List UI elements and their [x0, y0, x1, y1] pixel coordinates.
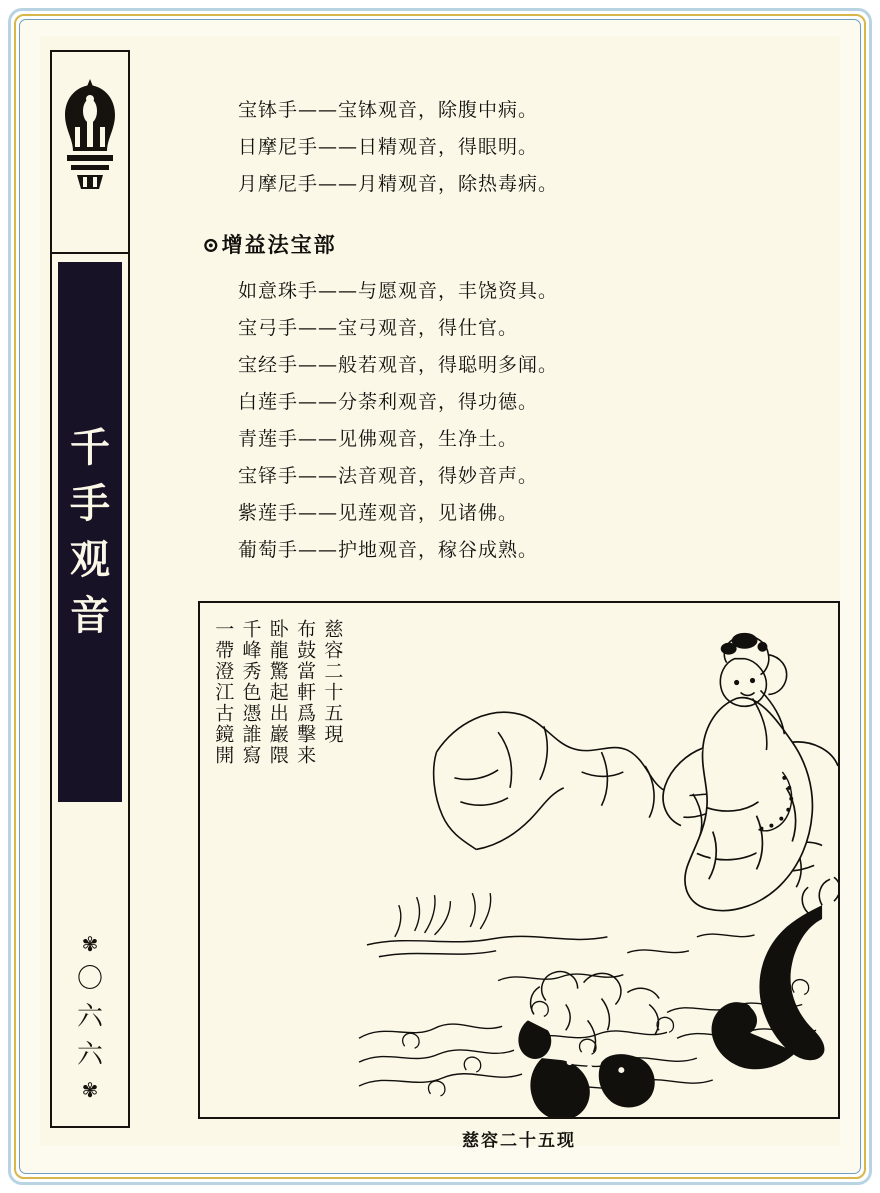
entry-line: 月摩尼手——月精观音，除热毒病。 — [238, 173, 559, 196]
page-number-char-2: 六 — [76, 1002, 103, 1032]
crest-emblem-icon — [52, 52, 128, 254]
page-number-char-1: 〇 — [76, 964, 103, 994]
entry-line: 宝弓手——宝弓观音，得仕官。 — [238, 317, 519, 340]
illustration-plate — [198, 601, 840, 1119]
entry-line: 日摩尼手——日精观音，得眼明。 — [238, 136, 539, 159]
entry-line: 紫莲手——见莲观音，见诸佛。 — [238, 502, 519, 525]
poem-column: 一帶澄江古鏡開 — [212, 619, 235, 766]
poem-column: 布鼓當軒爲擊来 — [294, 619, 317, 766]
page-number-char-3: 六 — [76, 1040, 103, 1070]
spine-footer — [52, 810, 128, 1126]
floret-ornament-bottom-icon: ✾ — [81, 1078, 99, 1102]
plate-poem-columns — [212, 619, 342, 834]
entry-line: 宝经手——般若观音，得聪明多闻。 — [238, 354, 559, 377]
entry-line: 如意珠手——与愿观音，丰饶资具。 — [238, 280, 559, 303]
poem-column: 卧龍驚起出巖隈 — [266, 619, 289, 766]
section-entry-group — [176, 273, 806, 569]
spine-vertical-title — [58, 262, 122, 802]
spine-title-char-4: 音 — [70, 592, 110, 639]
spine-title-char-2: 手 — [70, 480, 110, 527]
entry-line: 白莲手——分荼利观音，得功德。 — [238, 391, 539, 414]
entry-line: 青莲手——见佛观音，生净土。 — [238, 428, 519, 451]
book-page-sheet — [40, 36, 840, 1151]
book-spine-panel — [50, 50, 130, 1128]
spine-title-char-3: 观 — [70, 536, 110, 583]
entry-line: 葡萄手——护地观音，稼谷成熟。 — [238, 539, 539, 562]
floret-ornament-top-icon: ✾ — [81, 932, 99, 956]
poem-column: 慈容二十五現 — [321, 619, 344, 745]
plate-caption: 慈容二十五现 — [462, 1131, 576, 1151]
top-entry-group — [176, 92, 806, 203]
section-heading: ⊙增益法宝部 — [202, 232, 337, 258]
entry-line: 宝铎手——法音观音，得妙音声。 — [238, 465, 539, 488]
entry-line: 宝钵手——宝钵观音，除腹中病。 — [238, 99, 539, 121]
poem-column: 千峰秀色憑誰寫 — [239, 619, 262, 766]
spine-title-char-1: 千 — [70, 424, 110, 471]
